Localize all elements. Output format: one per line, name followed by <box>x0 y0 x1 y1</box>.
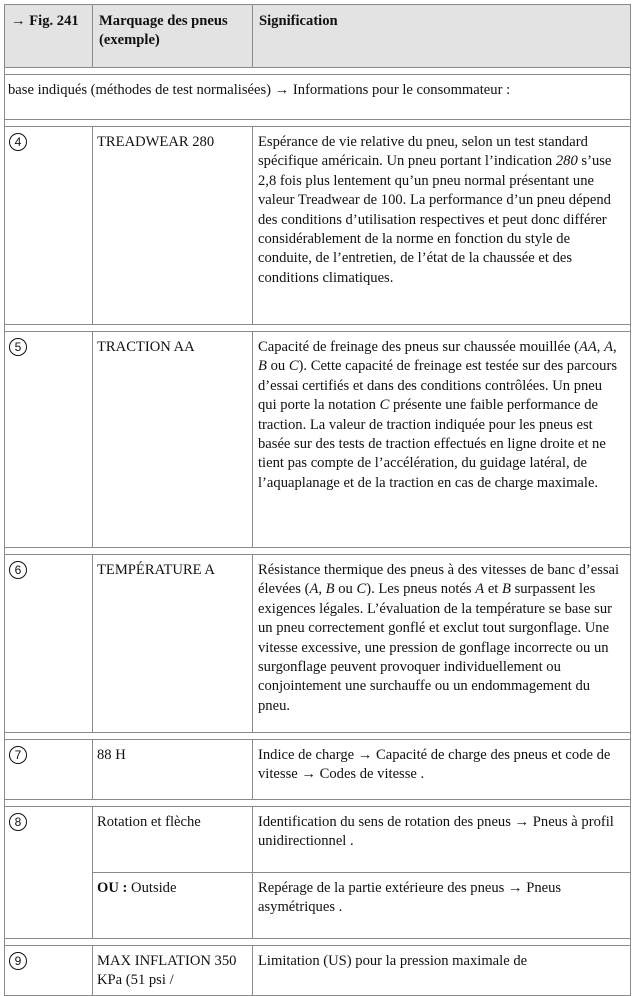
table-row <box>5 946 631 996</box>
circled-number-icon: 8 <box>9 813 27 831</box>
tire-meaning: Résistance thermique des pneus à des vitesses de banc d’essai élevées (A, B ou C). Les pneus notés A et B surpassent les exigences légales. L’évaluation de la température se base sur un pneu correctement gonflé et exclut tout surgonflage. Une vitesse excessive, une pression de gonflage incorrecte ou un surgonflage peuvent provoquer individuellement ou conjointement une surchauffe ou un endommagement du pneu. <box>253 555 631 733</box>
header-meaning: Signification <box>253 5 631 68</box>
row-number <box>5 332 93 548</box>
tire-meaning[interactable]: Repérage de la partie extérieure des pneus → Pneus asymétriques . <box>253 873 631 939</box>
circled-number-icon: 4 <box>9 133 27 151</box>
tire-marking: TREADWEAR 280 <box>93 127 253 325</box>
table-row <box>5 807 631 873</box>
table-row <box>5 555 631 733</box>
base-info-row <box>5 75 631 120</box>
table-row <box>5 127 631 325</box>
tire-marking: MAX INFLATION 350 KPa (51 psi / <box>93 946 253 996</box>
table-header-row <box>5 5 631 68</box>
spacer-row <box>5 120 631 127</box>
tire-marking: OU : Outside <box>93 873 253 939</box>
row-number <box>5 555 93 733</box>
spacer-row <box>5 939 631 946</box>
tire-marking: 88 H <box>93 740 253 800</box>
table-row <box>5 873 631 939</box>
tire-marking-table-page <box>4 4 630 989</box>
circled-number-icon: 6 <box>9 561 27 579</box>
tire-marking: TEMPÉRATURE A <box>93 555 253 733</box>
spacer-row <box>5 325 631 332</box>
table-row <box>5 332 631 548</box>
table-row <box>5 740 631 800</box>
tire-meaning[interactable]: Indice de charge → Capacité de charge des pneus et code de vitesse → Codes de vitesse . <box>253 740 631 800</box>
tire-meaning: Espérance de vie relative du pneu, selon un test standard spécifique américain. Un pneu portant l’indication 280 s’use 2,8 fois plus lentement qu’un pneu normal présentant une valeur Treadwear de 100. La performance d’un pneu dépend des conditions d’utilisation respectives et peut donc différer considérablement de la norme en fonction du style de conduite, de l’entretien, de l’état de la chaussée et des conditions climatiques. <box>253 127 631 325</box>
circled-number-icon: 9 <box>9 952 27 970</box>
row-number <box>5 127 93 325</box>
tire-marking: TRACTION AA <box>93 332 253 548</box>
base-info-cell[interactable]: base indiqués (méthodes de test normalisées) → Informations pour le consommateur : <box>5 75 631 120</box>
spacer-row <box>5 68 631 75</box>
row-number <box>5 807 93 939</box>
header-figure-ref[interactable]: → Fig. 241 <box>5 5 93 68</box>
spacer-row <box>5 733 631 740</box>
tire-meaning: Capacité de freinage des pneus sur chaussée mouillée (AA, A, B ou C). Cette capacité de freinage est testée sur des parcours d’essai certifiés et dans des conditions contrôlées. Un pneu qui porte la notation C présente une faible performance de traction. La valeur de traction indiquée pour les pneus est basée sur des tests de traction effectués en ligne droite et ne tient pas compte de l’accélération, du guidage latéral, de l’aquaplanage et de la traction en cas de charge maximale. <box>253 332 631 548</box>
tire-marking-table <box>4 4 631 996</box>
spacer-row <box>5 548 631 555</box>
row-number <box>5 946 93 996</box>
circled-number-icon: 5 <box>9 338 27 356</box>
row-number <box>5 740 93 800</box>
tire-marking: Rotation et flèche <box>93 807 253 873</box>
tire-meaning: Limitation (US) pour la pression maximale de <box>253 946 631 996</box>
tire-meaning[interactable]: Identification du sens de rotation des pneus → Pneus à profil unidirectionnel . <box>253 807 631 873</box>
header-marking: Marquage des pneus (exemple) <box>93 5 253 68</box>
spacer-row <box>5 800 631 807</box>
circled-number-icon: 7 <box>9 746 27 764</box>
